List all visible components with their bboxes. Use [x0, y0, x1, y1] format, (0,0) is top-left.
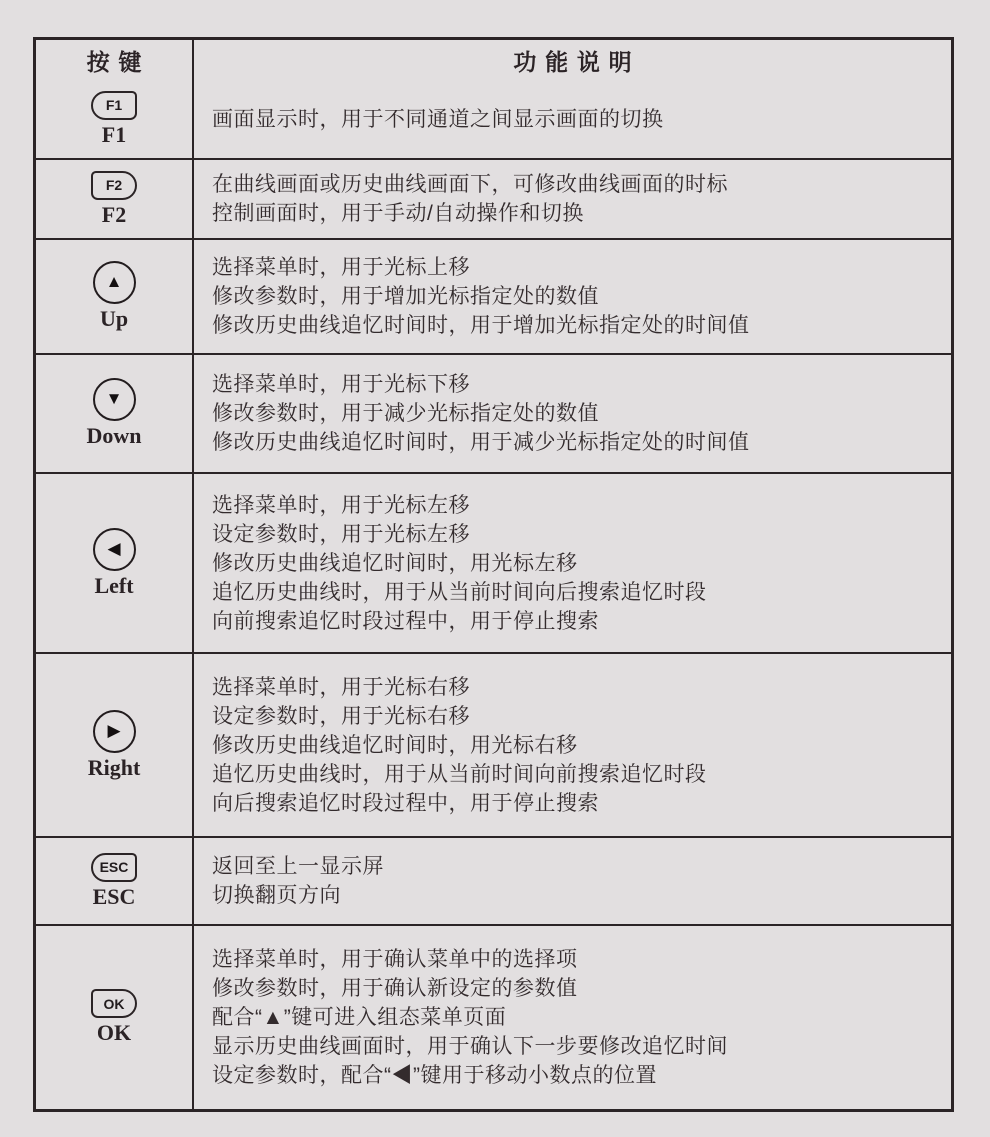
key-label: Left — [94, 572, 134, 598]
key-cell — [36, 474, 194, 652]
function-description-line: 修改历史曲线追忆时间时，用光标右移 — [212, 733, 578, 757]
function-description-line: 向后搜索追忆时段过程中，用于停止搜索 — [212, 791, 599, 815]
function-description-line: 修改参数时，用于增加光标指定处的数值 — [212, 285, 599, 308]
function-description-cell — [194, 654, 951, 836]
header-label-function: 功能说明 — [513, 48, 641, 75]
function-description-cell — [194, 240, 951, 353]
table-row — [36, 238, 951, 353]
function-description-cell — [194, 80, 951, 158]
function-description-line: 设定参数时，用于光标右移 — [212, 704, 470, 728]
key-cell — [36, 838, 194, 924]
function-description-line: 配合“▲”键可进入组态菜单页面 — [212, 1006, 507, 1029]
right-arrow-key-icon — [93, 710, 136, 753]
key-label: ESC — [92, 883, 136, 909]
f1-keycap-icon: F1 — [91, 91, 137, 120]
header-label-key: 按键 — [86, 48, 151, 75]
function-description-line: 显示历史曲线画面时，用于确认下一步要修改追忆时间 — [212, 1035, 728, 1058]
key-cell — [36, 240, 194, 353]
function-description-line: 追忆历史曲线时，用于从当前时间向后搜索追忆时段 — [212, 580, 707, 604]
key-label: Up — [99, 306, 129, 332]
function-description-cell — [194, 838, 951, 924]
key-label: Down — [86, 423, 142, 449]
function-description-line: 控制画面时，用于手动/自动操作和切换 — [212, 202, 584, 225]
function-description-line: 选择菜单时，用于确认菜单中的选择项 — [212, 948, 578, 971]
key-label: OK — [96, 1020, 132, 1046]
table-row — [36, 80, 951, 158]
f2-keycap-icon: F2 — [91, 171, 137, 200]
down-arrow-key-icon — [93, 378, 136, 421]
function-description-line: 返回至上一显示屏 — [212, 855, 384, 878]
table-body — [36, 80, 951, 1109]
function-description-line: 向前搜索追忆时段过程中，用于停止搜索 — [212, 609, 599, 633]
function-description-line: 修改历史曲线追忆时间时，用光标左移 — [212, 551, 578, 575]
function-description-line: 修改历史曲线追忆时间时，用于增加光标指定处的时间值 — [212, 314, 750, 337]
key-cell — [36, 160, 194, 238]
function-description-cell — [194, 160, 951, 238]
function-description-line: 选择菜单时，用于光标下移 — [212, 373, 470, 396]
function-description-line: 设定参数时，用于光标左移 — [212, 522, 470, 546]
up-arrow-key-icon — [93, 261, 136, 304]
key-cell — [36, 654, 194, 836]
function-description-line: 追忆历史曲线时，用于从当前时间向前搜索追忆时段 — [212, 762, 707, 786]
ok-keycap-icon: OK — [91, 989, 137, 1018]
header-cell-function — [194, 40, 951, 80]
table-row — [36, 472, 951, 652]
function-description-line: 修改参数时，用于确认新设定的参数值 — [212, 977, 578, 1000]
header-cell-key — [36, 40, 194, 80]
esc-keycap-icon: ESC — [91, 853, 137, 882]
function-description-cell — [194, 474, 951, 652]
key-label: F2 — [101, 201, 127, 227]
table-row — [36, 158, 951, 238]
key-cell — [36, 355, 194, 472]
table-row — [36, 652, 951, 836]
down-triangle-glyph: ▼ — [105, 389, 123, 409]
table-row — [36, 924, 951, 1109]
function-description-line: 修改参数时，用于减少光标指定处的数值 — [212, 402, 599, 425]
function-description-line: 画面显示时，用于不同通道之间显示画面的切换 — [212, 107, 664, 131]
function-description-line: 设定参数时，配合“◀”键用于移动小数点的位置 — [212, 1064, 657, 1087]
left-arrow-key-icon — [93, 528, 136, 571]
function-description-cell — [194, 355, 951, 472]
function-description-line: 在曲线画面或历史曲线画面下，可修改曲线画面的时标 — [212, 173, 728, 196]
function-description-line: 选择菜单时，用于光标右移 — [212, 675, 470, 699]
key-label: F1 — [101, 121, 127, 147]
key-label: Right — [87, 754, 141, 780]
table-header-row — [36, 40, 951, 80]
right-triangle-glyph: ▶ — [107, 720, 121, 740]
left-triangle-glyph: ◀ — [107, 538, 121, 558]
function-description-line: 选择菜单时，用于光标上移 — [212, 256, 470, 279]
function-description-line: 切换翻页方向 — [212, 884, 341, 907]
key-function-table — [33, 37, 954, 1112]
function-description-cell — [194, 926, 951, 1109]
table-row — [36, 836, 951, 924]
table-row — [36, 353, 951, 472]
up-triangle-glyph: ▲ — [105, 272, 123, 292]
key-cell — [36, 926, 194, 1109]
key-cell — [36, 80, 194, 158]
function-description-line: 选择菜单时，用于光标左移 — [212, 493, 470, 517]
function-description-line: 修改历史曲线追忆时间时，用于减少光标指定处的时间值 — [212, 431, 750, 454]
